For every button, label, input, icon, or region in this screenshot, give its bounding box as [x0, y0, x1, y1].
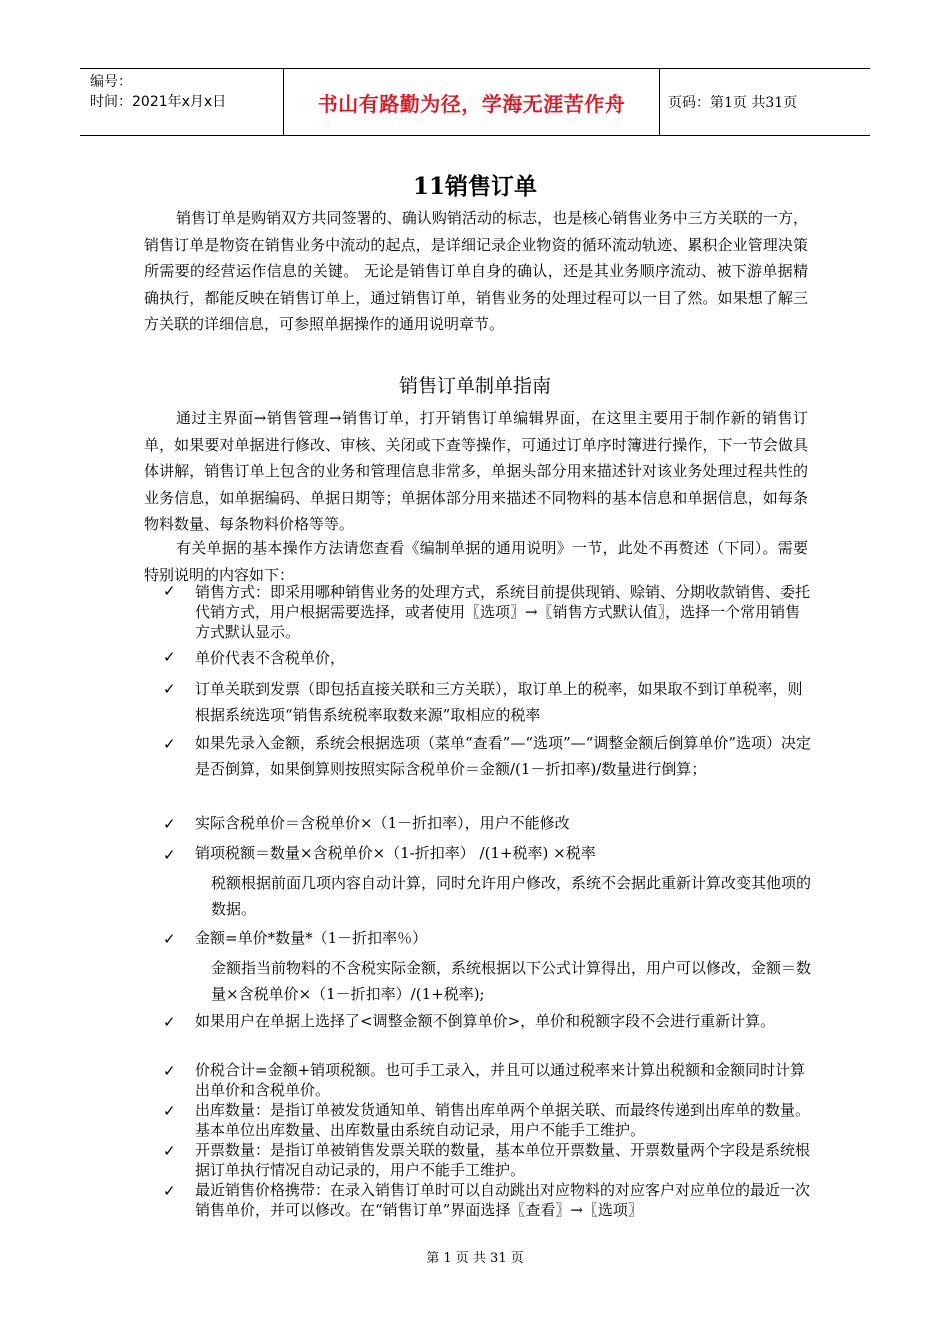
list-item: 实际含税单价＝含税单价×（1－折扣率），用户不能修改	[195, 814, 570, 832]
header-motto-cell	[283, 69, 660, 135]
list-item: 订单关联到发票（即包括直接关联和三方关联），取订单上的税率，如果取不到订单税率，则根据系统选项“销售系统税率取数来源”取相应的税率	[195, 680, 803, 724]
check-icon: ✓	[163, 1182, 176, 1200]
check-icon: ✓	[163, 648, 176, 666]
intro-paragraph: 销售订单是购销双方共同签署的、确认购销活动的标志，也是核心销售业务中三方关联的一方， 销售订单是物资在销售业务中流动的起点，是详细记录企业物资的循环流动轨迹、累积企业管理决策所需要的经营运作信息的关键。 无论是销售订单自身的确认，还是其业务顺序流动、被下游单据精确执行，都能反映在销售订单上，通过销售订单，销售业务的处理过程可以一目了然。如果想了解三方关联的详细信息，可参照单据操作的通用说明章节。	[144, 209, 808, 333]
list-item: 销项税额＝数量×含税单价×（1-折扣率） /(1+税率) ×税率	[195, 844, 596, 862]
amount-note: 金额指当前物料的不含税实际金额，系统根据以下公式计算得出，用户可以修改，金额＝数量×含税单价×（1－折扣率）/(1+税率);	[211, 959, 812, 1003]
page-header	[80, 68, 870, 136]
list-item: 金额=单价*数量*（1－折扣率％）	[195, 929, 428, 947]
list-item: 价税合计=金额+销项税额。也可手工录入，并且可以通过税率来计算出税额和金额同时计算出单价和含税单价。	[195, 1061, 806, 1099]
check-icon: ✓	[163, 815, 176, 833]
section-subtitle: 销售订单制单指南	[398, 375, 551, 397]
check-icon: ✓	[163, 582, 176, 600]
check-icon: ✓	[163, 735, 176, 753]
header-meta	[80, 69, 283, 135]
check-icon: ✓	[163, 1062, 176, 1080]
list-item: 如果先录入金额，系统会根据选项（菜单“查看”—“选项”—“调整金额后倒算单价”选项）决定是否倒算，如果倒算则按照实际含税单价＝金额/(1－折扣率)/数量进行倒算；	[195, 734, 812, 778]
page-footer: 第 1 页 共 31 页	[426, 1251, 524, 1266]
check-icon: ✓	[163, 1013, 176, 1031]
list-item: 单价代表不含税单价，	[195, 649, 346, 667]
check-icon: ✓	[163, 1142, 176, 1160]
guide-paragraph: 通过主界面→销售管理→销售订单，打开销售订单编辑界面，在这里主要用于制作新的销售订单，如果要对单据进行修改、审核、关闭或下查等操作，可通过订单序时簿进行操作，下一节会做具体讲解，销售订单上包含的业务和管理信息非常多，单据头部分用来描述针对该业务处理过程共性的业务信息，如单据编码、单据日期等；单据体部分用来描述不同物料的基本信息和单据信息，如每条物料数量、每条物料价格等等。	[144, 409, 808, 533]
list-item: 最近销售价格携带：在录入销售订单时可以自动跳出对应物料的对应客户对应单位的最近一次销售单价，并可以修改。在“销售订单”界面选择〖查看〗→〖选项〗	[195, 1181, 811, 1219]
document-time-label: 时间：2021年x月x日	[90, 94, 227, 110]
list-item: 出库数量：是指订单被发货通知单、销售出库单两个单据关联、而最终传递到出库单的数量。基本单位出库数量、出库数量由系统自动记录，用户不能手工维护。	[195, 1101, 811, 1139]
check-icon: ✓	[163, 1102, 176, 1120]
document-number-label: 编号：	[90, 74, 132, 90]
check-icon: ✓	[163, 930, 176, 948]
list-item: 开票数量：是指订单被销售发票关联的数量，基本单位开票数量、开票数量两个字段是系统根据订单执行情况自动记录的，用户不能手工维护。	[195, 1141, 811, 1179]
list-item: 如果用户在单据上选择了<调整金额不倒算单价>，单价和税额字段不会进行重新计算。	[195, 1012, 776, 1030]
header-motto: 书山有路勤为径，学海无涯苦作舟	[317, 91, 626, 116]
tax-note: 税额根据前面几项内容自动计算，同时允许用户修改，系统不会据此重新计算改变其他项的数据。	[211, 874, 812, 918]
check-icon: ✓	[163, 846, 176, 864]
list-item: 销售方式：即采用哪种销售业务的处理方式，系统目前提供现销、赊销、分期收款销售、委托代销方式，用户根据需要选择，或者使用〖选项〗→〖销售方式默认值〗，选择一个常用销售方式默认显示。	[195, 583, 811, 641]
notes-intro-paragraph: 有关单据的基本操作方法请您查看《编制单据的通用说明》一节，此处不再赘述（下同）。需要特别说明的内容如下：	[144, 539, 808, 584]
check-icon: ✓	[163, 680, 176, 698]
header-page-info: 页码：第1页 共31页	[668, 95, 798, 111]
document-title: 11销售订单	[412, 173, 537, 200]
